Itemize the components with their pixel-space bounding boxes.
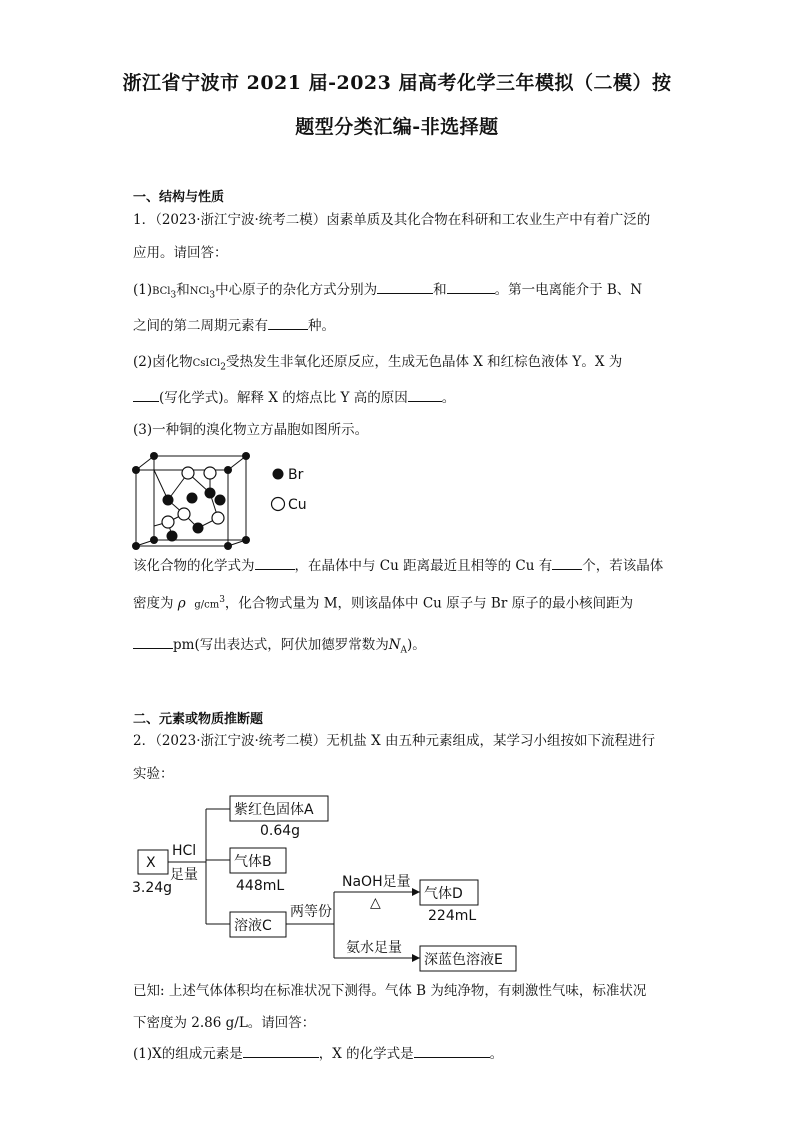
flow-a-mass: 0.64g bbox=[260, 823, 301, 839]
answer-blank[interactable] bbox=[133, 387, 159, 402]
q1-part1-line-1: (1)BCl$_3$和NCl$_3$中心原子的杂化方式分别为 和 。第一电离能介于 B、N bbox=[133, 279, 642, 306]
q1-part3-line-2: 密度为 ρ $g/cm^3$，化合物式量为 M，则该晶体中 Cu 原子与 Br 原子的最小核间距为 bbox=[133, 595, 634, 612]
arrow-head-d bbox=[412, 888, 420, 896]
q1-part3-intro: (3)一种铜的溴化物立方晶胞如图所示。 bbox=[133, 422, 369, 438]
document-title-line-2: 题型分类汇编-非选择题 bbox=[295, 116, 499, 138]
q1-part2-line-2: (写化学式)。解释 X 的熔点比 Y 高的原因 。 bbox=[133, 387, 455, 408]
legend-cu-marker bbox=[272, 498, 285, 511]
flow-x: X bbox=[146, 855, 156, 871]
crystal-cell-figure bbox=[132, 448, 332, 550]
answer-blank[interactable] bbox=[552, 555, 582, 570]
flow-diagram bbox=[130, 790, 530, 975]
q1-part1-line-2: 之间的第二周期元素有 种。 bbox=[133, 315, 335, 336]
answer-blank[interactable] bbox=[133, 634, 173, 649]
legend-br-marker bbox=[273, 469, 284, 480]
flow-reagent-excess: 足量 bbox=[170, 867, 198, 883]
answer-blank[interactable] bbox=[447, 279, 495, 294]
answer-blank[interactable] bbox=[243, 1043, 319, 1058]
answer-blank[interactable] bbox=[268, 315, 308, 330]
document-title-line-1: 浙江省宁波市 2021 届-2023 届高考化学三年模拟（二模）按 bbox=[122, 72, 672, 94]
answer-blank[interactable] bbox=[255, 555, 295, 570]
q1-part2-line-1: (2)卤化物CsICl$_2$受热发生非氧化还原反应，生成无色晶体 X 和红棕色液体 Y。X 为 bbox=[133, 354, 623, 373]
q2-intro-line-2: 实验： bbox=[133, 766, 174, 782]
q2-known-line-1: 已知: 上述气体体积均在标准状况下测得。气体 B 为纯净物，有刺激性气味，标准状况 bbox=[133, 983, 647, 999]
q1-part3-line-3: pm(写出表达式，阿伏加德罗常数为$N_A$)。 bbox=[133, 634, 426, 661]
flow-x-mass: 3.24g bbox=[132, 880, 173, 896]
flow-b: 气体B bbox=[234, 854, 272, 870]
q2-part1-line: (1)X的组成元素是 ，X 的化学式是 。 bbox=[133, 1043, 503, 1064]
answer-blank[interactable] bbox=[414, 1043, 490, 1058]
flow-e: 深蓝色溶液E bbox=[424, 952, 503, 968]
q1-intro-line-1: 1．（2023·浙江宁波·统考二模）卤素单质及其化合物在科研和工农业生产中有着广泛的 bbox=[133, 212, 651, 228]
flow-d-volume: 224mL bbox=[428, 908, 477, 924]
q1-intro-line-2: 应用。请回答： bbox=[133, 245, 228, 261]
flow-d: 气体D bbox=[424, 886, 463, 902]
flow-c: 溶液C bbox=[234, 918, 272, 934]
section-heading-inference: 二、元素或物质推断题 bbox=[133, 712, 264, 727]
flow-reagent-hcl: HCl bbox=[172, 843, 197, 859]
flow-a: 紫红色固体A bbox=[234, 802, 314, 818]
flow-heat: △ bbox=[370, 895, 381, 911]
flow-naoh: NaOH足量 bbox=[342, 874, 411, 890]
flow-b-volume: 448mL bbox=[236, 878, 285, 894]
legend-cu-label: Cu bbox=[288, 497, 307, 513]
section-heading-structure: 一、结构与性质 bbox=[133, 190, 225, 205]
answer-blank[interactable] bbox=[377, 279, 433, 294]
legend-br-label: Br bbox=[288, 467, 304, 483]
flow-split: 两等份 bbox=[290, 904, 332, 920]
q1-part3-line-1: 该化合物的化学式为 ，在晶体中与 Cu 距离最近且相等的 Cu 有 个，若该晶体 bbox=[133, 555, 663, 576]
flow-ammonia: 氨水足量 bbox=[346, 940, 402, 956]
q2-intro-line-1: 2．（2023·浙江宁波·统考二模）无机盐 X 由五种元素组成，某学习小组按如下流程进行 bbox=[133, 733, 655, 749]
q2-known-line-2: 下密度为 2.86 g/L。请回答： bbox=[133, 1015, 316, 1031]
arrow-head-e bbox=[412, 954, 420, 962]
answer-blank[interactable] bbox=[408, 387, 442, 402]
